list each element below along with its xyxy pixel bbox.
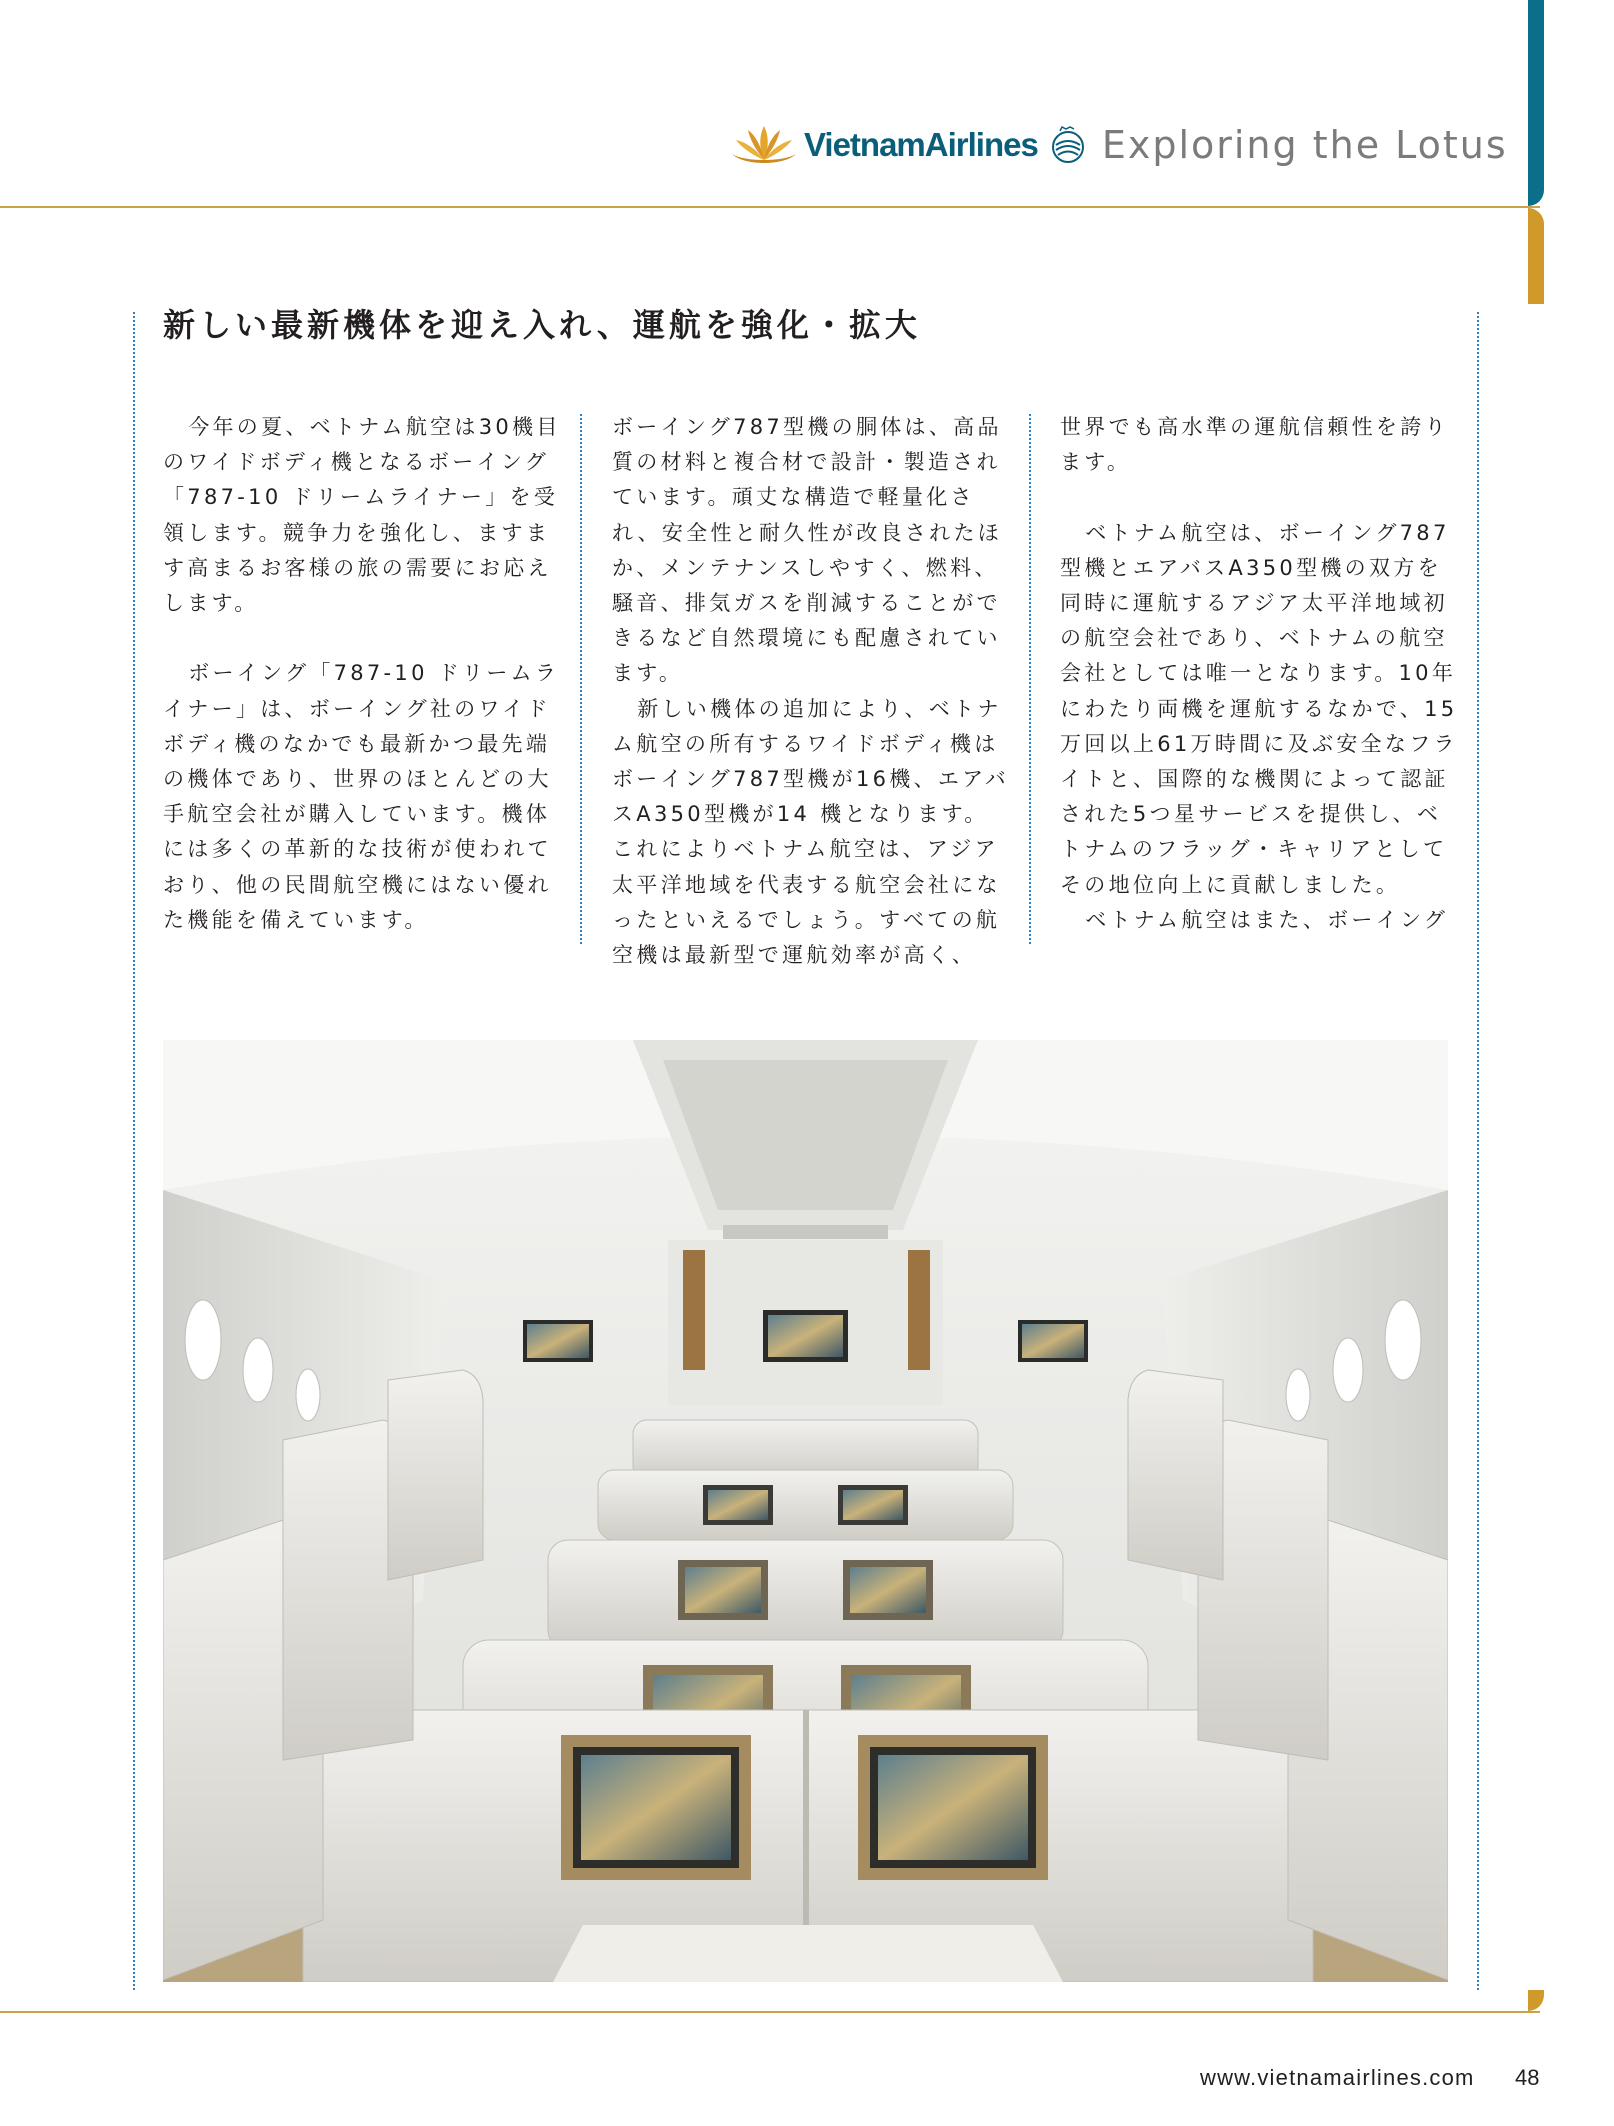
lotus-logo-icon [730, 122, 798, 168]
article-column-1 [163, 410, 563, 938]
tagline: Exploring the Lotus [1101, 123, 1508, 167]
brand-block [730, 115, 1508, 175]
article-headline: 新しい最新機体を迎え入れ、運航を強化・拡大 [163, 306, 921, 344]
article-column-2 [612, 410, 1012, 973]
right-dotted-guide [1477, 312, 1479, 1990]
left-dotted-guide [133, 312, 135, 1990]
skyteam-logo-icon [1046, 123, 1090, 167]
column-3-paragraph-3: ベトナム航空はまた、ボーイング [1085, 907, 1449, 932]
brand-name: VietnamAirlines [804, 126, 1038, 163]
column-3-paragraph-1: 世界でも高水準の運航信頼性を誇ります。 [1060, 415, 1449, 475]
header-rule [0, 206, 1540, 208]
footer-tab-gold [1528, 1990, 1544, 2011]
column-1-paragraph-2: ボーイング「787-10 ドリームライナー」は、ボーイング社のワイドボディ機のなかでも最新かつ最先端の機体であり、世界のほとんどの大手航空会社が購入しています。機体には多くの革新的な技術が使われており、他の民間航空機にはない優れた機能を備えています。 [163, 661, 560, 932]
column-3-paragraph-2: ベトナム航空は、ボーイング787型機とエアバスA350型機の双方を同時に運航するアジア太平洋地域初の航空会社であり、ベトナムの航空会社としては唯一となります。10年にわたり両機を運航するなかで、15万回以上61万時間に及ぶ安全なフライトと、国際的な機関によって認証された5つ星サービスを提供し、ベトナムのフラッグ・キャリアとしてその地位向上に貢献しました。 [1060, 520, 1458, 897]
column-2-paragraph-2: 新しい機体の追加により、ベトナム航空の所有するワイドボディ機はボーイング787型機が16機、エアバスA350型機が14 機となります。これによりベトナム航空は、アジア太平洋地域を代表する航空会社になったといえるでしょう。すべての航空機は最新型で運航効率が高く、 [612, 696, 1010, 968]
business-class-cabin-photo [163, 1040, 1448, 1982]
column-divider-1 [580, 414, 582, 944]
header-tab-gold [1528, 208, 1544, 304]
header-tab-teal [1528, 0, 1544, 206]
column-divider-2 [1029, 414, 1031, 944]
column-2-paragraph-1: ボーイング787型機の胴体は、高品質の材料と複合材で設計・製造されています。頑丈な構造で軽量化され、安全性と耐久性が改良されたほか、メンテナンスしやすく、燃料、騒音、排気ガスを削減することができるなど自然環境にも配慮されています。 [612, 415, 1003, 686]
footer-rule [0, 2011, 1540, 2013]
website-link[interactable]: www.vietnamairlines.com [1200, 2065, 1475, 2090]
column-1-paragraph-1: 今年の夏、ベトナム航空は30機目のワイドボディ機となるボーイング「787-10 ドリームライナー」を受領します。競争力を強化し、ますます高まるお客様の旅の需要にお応えします。 [163, 415, 561, 616]
article-column-3 [1060, 410, 1460, 938]
page-number: 48 [1515, 2065, 1540, 2090]
